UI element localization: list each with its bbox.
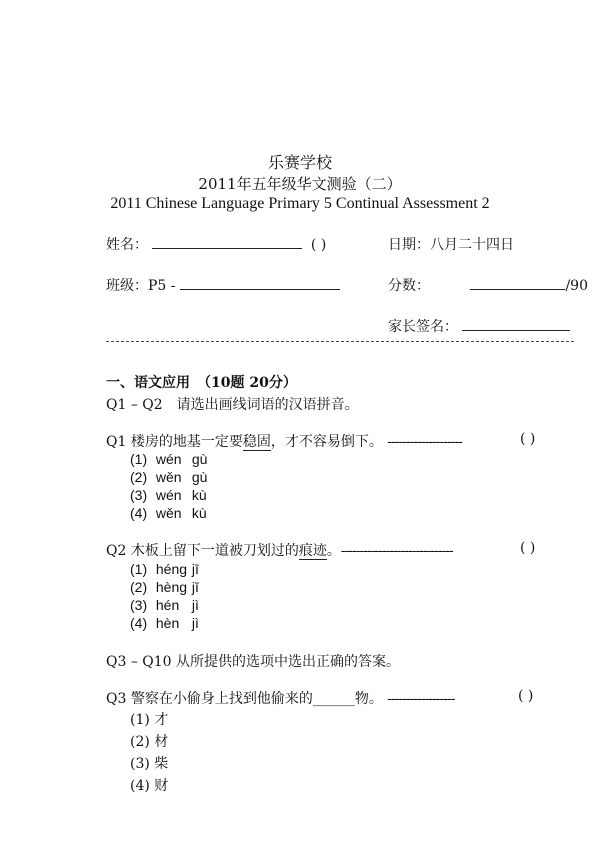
instructions-q3-q10: Q3 – Q10 从所提供的选项中选出正确的答案。 <box>106 654 401 670</box>
question-text: 楼房的地基一定要 <box>130 434 243 450</box>
option-number: (4) <box>130 778 150 794</box>
dash-leader: -------------------- <box>387 434 462 450</box>
option-pinyin: wén <box>155 451 182 467</box>
option-number: (2) <box>130 734 150 750</box>
fill-blank[interactable]: ______ <box>312 691 355 707</box>
option-number: (3) <box>130 756 150 772</box>
option-number: (1) <box>130 451 148 467</box>
score-label: 分数： <box>388 278 430 294</box>
option-q2-3[interactable] <box>130 597 199 613</box>
option-pinyin: jì <box>191 597 199 613</box>
instructions-q1-q2: Q1 – Q2 请选出画线词语的汉语拼音。 <box>106 397 359 413</box>
question-text: 物。 <box>354 691 383 707</box>
question-number: Q1 <box>106 434 127 450</box>
name-field-row <box>106 234 326 254</box>
option-pinyin: héng <box>155 561 188 577</box>
question-q1 <box>106 431 462 451</box>
name-blank[interactable] <box>152 236 302 249</box>
score-blank[interactable] <box>470 277 565 290</box>
dash-leader: ------------------------------ <box>340 543 453 559</box>
answer-parens-q3[interactable]: ( ) <box>518 688 534 704</box>
option-q3-3[interactable] <box>130 753 168 773</box>
class-field-row <box>106 275 340 295</box>
question-number: Q2 <box>106 543 127 559</box>
option-text: 柴 <box>154 756 169 772</box>
answer-parens-q2[interactable]: ( ) <box>520 540 536 556</box>
question-q3 <box>106 688 454 708</box>
class-label: 班级：P5 - <box>106 278 176 294</box>
option-q1-4[interactable] <box>130 505 207 521</box>
option-number: (1) <box>130 561 148 577</box>
option-q2-2[interactable] <box>130 579 199 595</box>
option-number: (2) <box>130 469 148 485</box>
underlined-word: 稳固 <box>242 434 271 450</box>
option-q3-4[interactable] <box>130 775 168 795</box>
question-text: ，才不容易倒下。 <box>270 434 383 450</box>
section-heading: 一、语文应用 （10题 20分） <box>106 375 297 391</box>
option-number: (1) <box>130 712 150 728</box>
option-pinyin: hèng <box>155 579 188 595</box>
option-text: 财 <box>154 778 169 794</box>
question-text: 。 <box>326 543 341 559</box>
question-text: 警察在小偷身上找到他偷来的 <box>130 691 313 707</box>
option-pinyin: jī <box>191 579 199 595</box>
option-number: (3) <box>130 487 148 503</box>
option-pinyin: hèn <box>155 615 180 631</box>
option-number: (2) <box>130 579 148 595</box>
underlined-word: 痕迹 <box>298 543 327 559</box>
exam-title-english: 2011 Chinese Language Primary 5 Continual Assessment 2 <box>110 195 490 212</box>
option-pinyin: jì <box>191 615 199 631</box>
option-pinyin: wěn <box>155 505 182 521</box>
option-number: (3) <box>130 597 148 613</box>
option-q3-2[interactable] <box>130 731 168 751</box>
name-label: 姓名： <box>106 237 148 253</box>
option-q1-2[interactable] <box>130 469 207 485</box>
score-total: /90 <box>565 278 588 294</box>
option-pinyin: kù <box>191 487 207 503</box>
option-q1-3[interactable] <box>130 487 207 503</box>
exam-title-chinese: 2011年五年级华文测验（二） <box>198 175 402 193</box>
option-pinyin: hén <box>155 597 180 613</box>
question-number: Q3 <box>106 691 127 707</box>
option-pinyin: wěn <box>155 469 182 485</box>
option-text: 才 <box>154 712 169 728</box>
date-label: 日期：八月二十四日 <box>388 237 514 253</box>
name-paren: ( ) <box>310 237 327 253</box>
parent-signature-label: 家长签名： <box>388 319 458 335</box>
score-field-row <box>388 275 588 295</box>
option-pinyin: jī <box>191 561 199 577</box>
answer-parens-q1[interactable]: ( ) <box>520 431 536 447</box>
option-pinyin: wén <box>155 487 182 503</box>
divider <box>106 341 574 342</box>
parent-signature-row <box>388 316 570 336</box>
question-text: 木板上留下一道被刀划过的 <box>130 543 299 559</box>
option-q2-1[interactable] <box>130 561 199 577</box>
option-q2-4[interactable] <box>130 615 199 631</box>
dash-leader: ------------------ <box>387 691 455 707</box>
school-name: 乐赛学校 <box>267 153 332 172</box>
question-q2 <box>106 540 453 560</box>
parent-signature-blank[interactable] <box>462 318 570 331</box>
option-q3-1[interactable] <box>130 709 168 729</box>
option-q1-1[interactable] <box>130 451 207 467</box>
option-pinyin: kù <box>191 505 207 521</box>
option-text: 材 <box>154 734 169 750</box>
option-number: (4) <box>130 615 148 631</box>
option-number: (4) <box>130 505 148 521</box>
option-pinyin: gù <box>191 469 208 485</box>
option-pinyin: gù <box>191 451 208 467</box>
class-blank[interactable] <box>180 277 340 290</box>
